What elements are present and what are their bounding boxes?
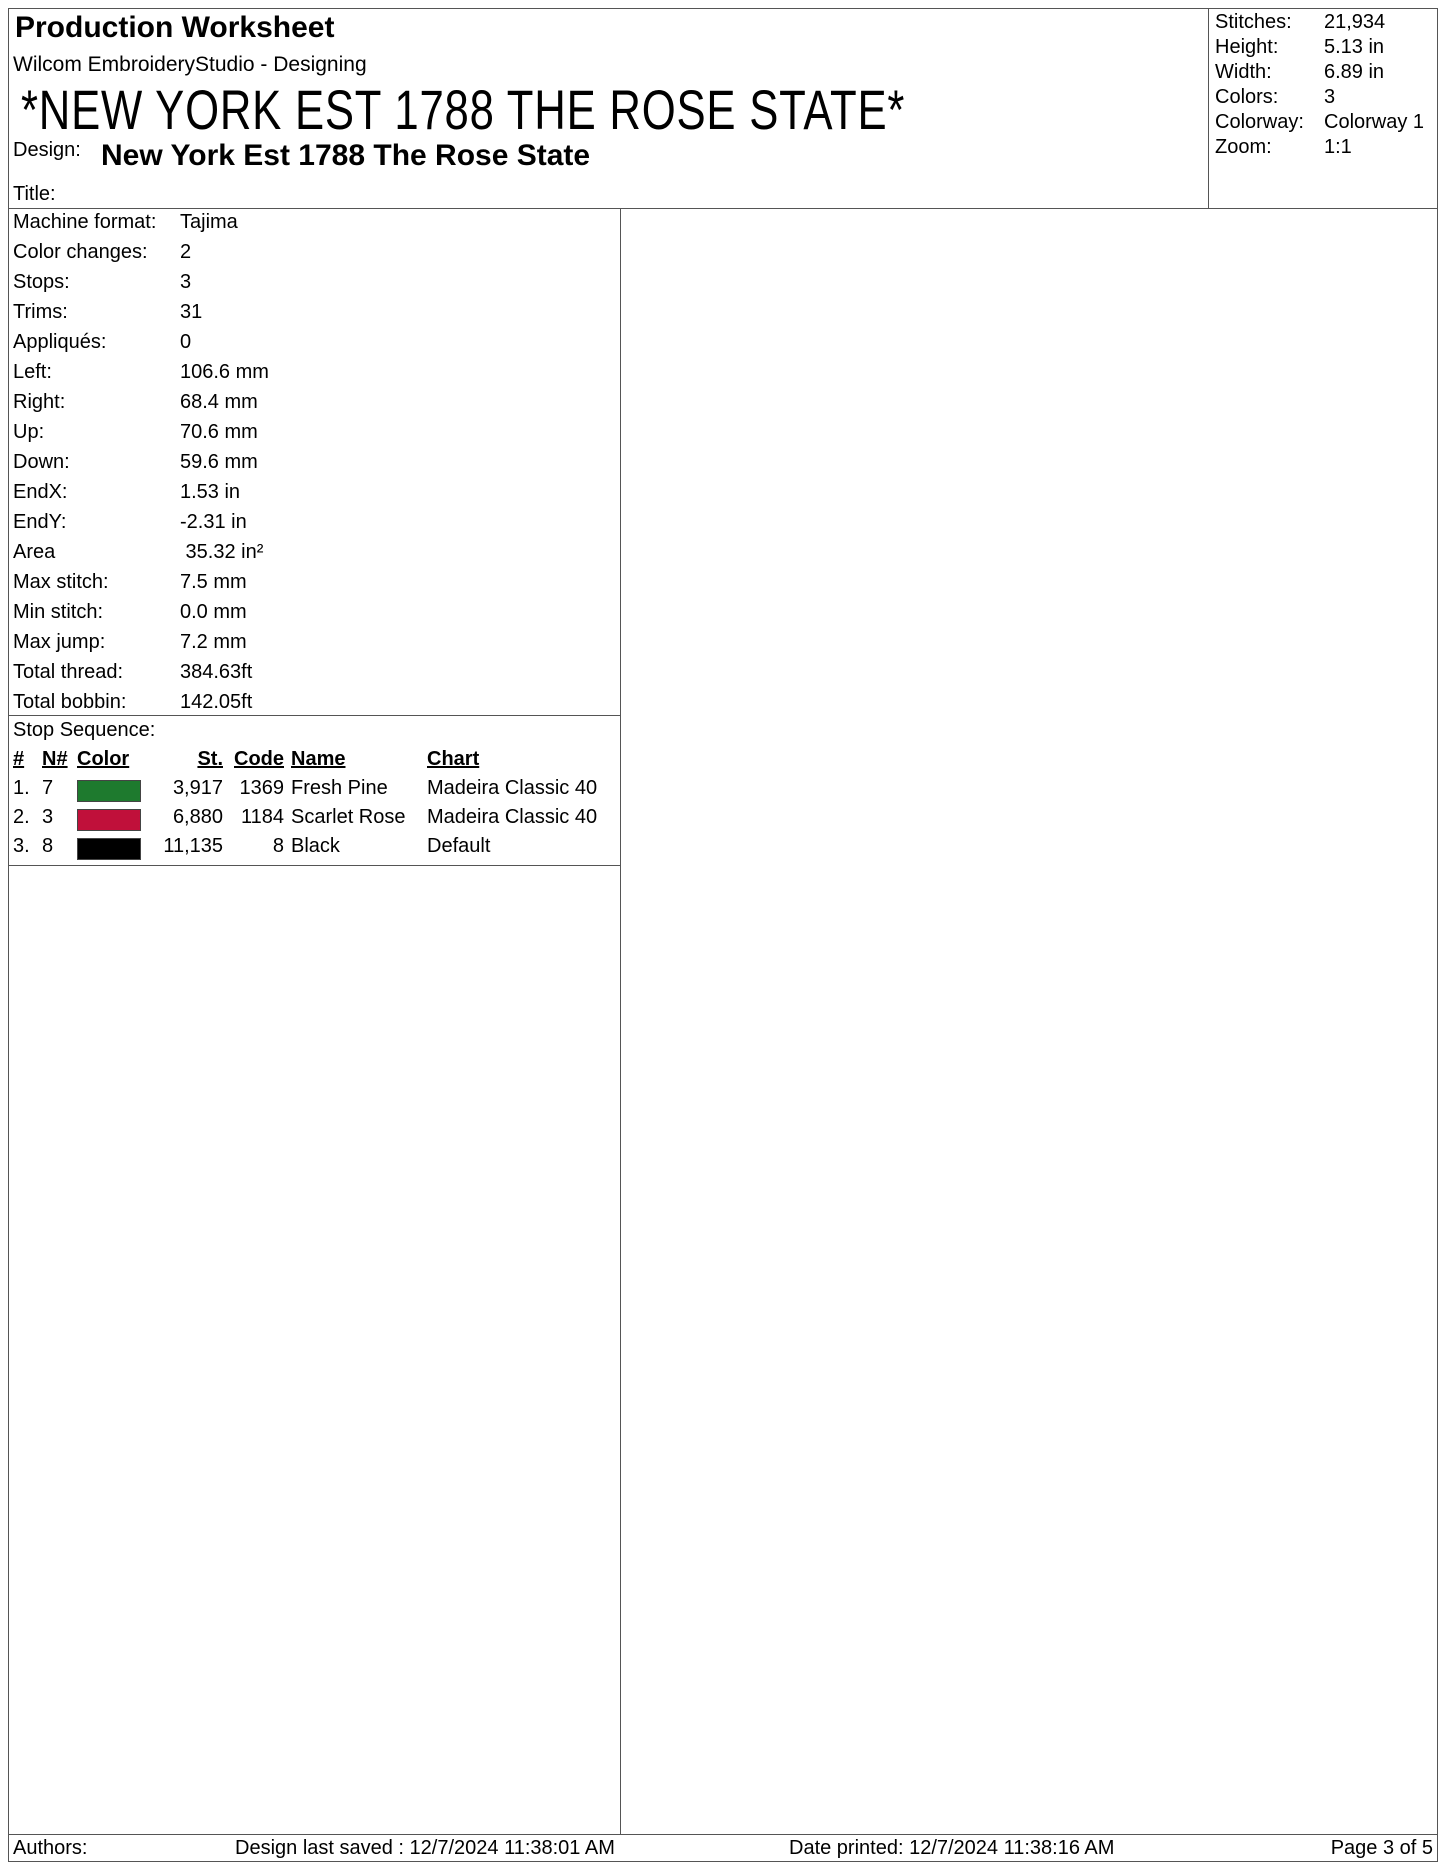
- stop-code: 8: [272, 835, 284, 857]
- stop-thread-name: Scarlet Rose: [291, 806, 406, 828]
- stop-chart: Madeira Classic 40: [427, 806, 598, 828]
- detail-row: [13, 631, 613, 661]
- detail-row: [13, 451, 613, 481]
- design-summary: [1213, 9, 1437, 209]
- stop-thread-name: Black: [291, 835, 340, 857]
- date-printed: Date printed: 12/7/2024 11:38:16 AM: [789, 1837, 1115, 1859]
- detail-row: [13, 661, 613, 691]
- stop-stitches: 11,135: [163, 835, 223, 857]
- detail-label: Max jump:: [13, 631, 106, 653]
- design-label: Design:: [13, 139, 81, 161]
- detail-value: 1.53 in: [180, 481, 241, 503]
- title-label: Title:: [13, 183, 56, 205]
- summary-value: 3: [1324, 86, 1336, 108]
- detail-label: Min stitch:: [13, 601, 104, 623]
- stop-table-header: [9, 748, 621, 777]
- stop-sequence-title: Stop Sequence:: [13, 719, 156, 741]
- color-swatch: [77, 838, 141, 860]
- detail-value: -2.31 in: [180, 511, 247, 533]
- color-swatch: [77, 809, 141, 831]
- worksheet-header: [9, 9, 1437, 209]
- detail-value: 35.32 in²: [180, 541, 264, 563]
- table-row: [9, 806, 621, 835]
- summary-value: 1:1: [1324, 136, 1352, 158]
- notes-area: [9, 866, 621, 1834]
- table-row: [9, 777, 621, 806]
- detail-label: Total thread:: [13, 661, 124, 683]
- detail-value: 0.0 mm: [180, 601, 247, 623]
- header-main: [9, 9, 1209, 209]
- detail-label: Area: [13, 541, 56, 563]
- detail-label: Stops:: [13, 271, 70, 293]
- detail-row: [13, 361, 613, 391]
- summary-value: 6.89 in: [1324, 61, 1385, 83]
- detail-value: 3: [180, 271, 192, 293]
- stop-chart: Madeira Classic 40: [427, 777, 598, 799]
- summary-label: Zoom:: [1215, 136, 1272, 158]
- stop-code: 1369: [239, 777, 284, 799]
- detail-label: Machine format:: [13, 211, 157, 233]
- detail-value: 0: [180, 331, 192, 353]
- production-worksheet: [8, 8, 1438, 1862]
- stop-needle: 3: [42, 806, 54, 828]
- design-lettering: *NEW YORK EST 1788 THE ROSE STATE*: [21, 78, 906, 141]
- machine-details: [9, 209, 621, 716]
- detail-value: 106.6 mm: [180, 361, 269, 383]
- detail-value: Tajima: [180, 211, 238, 233]
- summary-row-zoom: [1213, 136, 1437, 166]
- col-header-needle: N#: [42, 748, 68, 770]
- stop-chart: Default: [427, 835, 491, 857]
- detail-value: 2: [180, 241, 192, 263]
- detail-row: [13, 541, 613, 571]
- summary-label: Width:: [1215, 61, 1272, 83]
- detail-value: 384.63ft: [180, 661, 253, 683]
- authors-label: Authors:: [13, 1837, 88, 1859]
- detail-label: Color changes:: [13, 241, 148, 263]
- col-header-name: Name: [291, 748, 346, 770]
- col-header-chart: Chart: [427, 748, 480, 770]
- stop-index: 1.: [13, 777, 30, 799]
- detail-value: 31: [180, 301, 203, 323]
- color-swatch: [77, 780, 141, 802]
- table-row: [9, 835, 621, 864]
- worksheet-footer: [9, 1834, 1437, 1862]
- summary-value: Colorway 1: [1324, 111, 1425, 133]
- detail-label: Left:: [13, 361, 52, 383]
- detail-value: 142.05ft: [180, 691, 253, 713]
- col-header-color: Color: [77, 748, 130, 770]
- detail-row: [13, 421, 613, 451]
- stop-thread-name: Fresh Pine: [291, 777, 388, 799]
- summary-value: 5.13 in: [1324, 36, 1385, 58]
- detail-row: [13, 511, 613, 541]
- detail-value: 7.5 mm: [180, 571, 247, 593]
- col-header-stitches: St.: [197, 748, 223, 770]
- detail-row: [13, 391, 613, 421]
- stop-needle: 8: [42, 835, 54, 857]
- detail-value: 68.4 mm: [180, 391, 258, 413]
- detail-label: EndX:: [13, 481, 68, 503]
- detail-value: 70.6 mm: [180, 421, 258, 443]
- software-name: Wilcom EmbroideryStudio - Designing: [13, 53, 367, 76]
- detail-label: Total bobbin:: [13, 691, 127, 713]
- summary-label: Colors:: [1215, 86, 1279, 108]
- detail-label: Max stitch:: [13, 571, 109, 593]
- detail-row: [13, 271, 613, 301]
- detail-row: [13, 601, 613, 631]
- detail-label: Up:: [13, 421, 45, 443]
- detail-label: Down:: [13, 451, 70, 473]
- col-header-index: #: [13, 748, 25, 770]
- stop-index: 2.: [13, 806, 30, 828]
- design-name: New York Est 1788 The Rose State: [101, 139, 591, 172]
- design-preview-area: [621, 209, 1437, 1834]
- stop-stitches: 6,880: [172, 806, 223, 828]
- detail-row: [13, 211, 613, 241]
- summary-label: Stitches:: [1215, 11, 1292, 33]
- detail-value: 7.2 mm: [180, 631, 247, 653]
- last-saved: Design last saved : 12/7/2024 11:38:01 AM: [235, 1837, 615, 1859]
- stop-needle: 7: [42, 777, 54, 799]
- detail-label: Appliqués:: [13, 331, 107, 353]
- summary-label: Colorway:: [1215, 111, 1304, 133]
- stop-code: 1184: [240, 806, 284, 828]
- stop-sequence: [9, 716, 621, 866]
- detail-label: Right:: [13, 391, 66, 413]
- stop-index: 3.: [13, 835, 30, 857]
- page-title: Production Worksheet: [15, 11, 335, 44]
- page-number: Page 3 of 5: [1330, 1837, 1433, 1859]
- detail-label: EndY:: [13, 511, 67, 533]
- detail-row: [13, 301, 613, 331]
- detail-row: [13, 241, 613, 271]
- summary-value: 21,934: [1324, 11, 1386, 33]
- detail-row: [13, 481, 613, 511]
- detail-row: [13, 331, 613, 361]
- col-header-code: Code: [234, 748, 284, 770]
- detail-row: [13, 571, 613, 601]
- detail-value: 59.6 mm: [180, 451, 258, 473]
- summary-label: Height:: [1215, 36, 1279, 58]
- stop-stitches: 3,917: [172, 777, 223, 799]
- detail-label: Trims:: [13, 301, 68, 323]
